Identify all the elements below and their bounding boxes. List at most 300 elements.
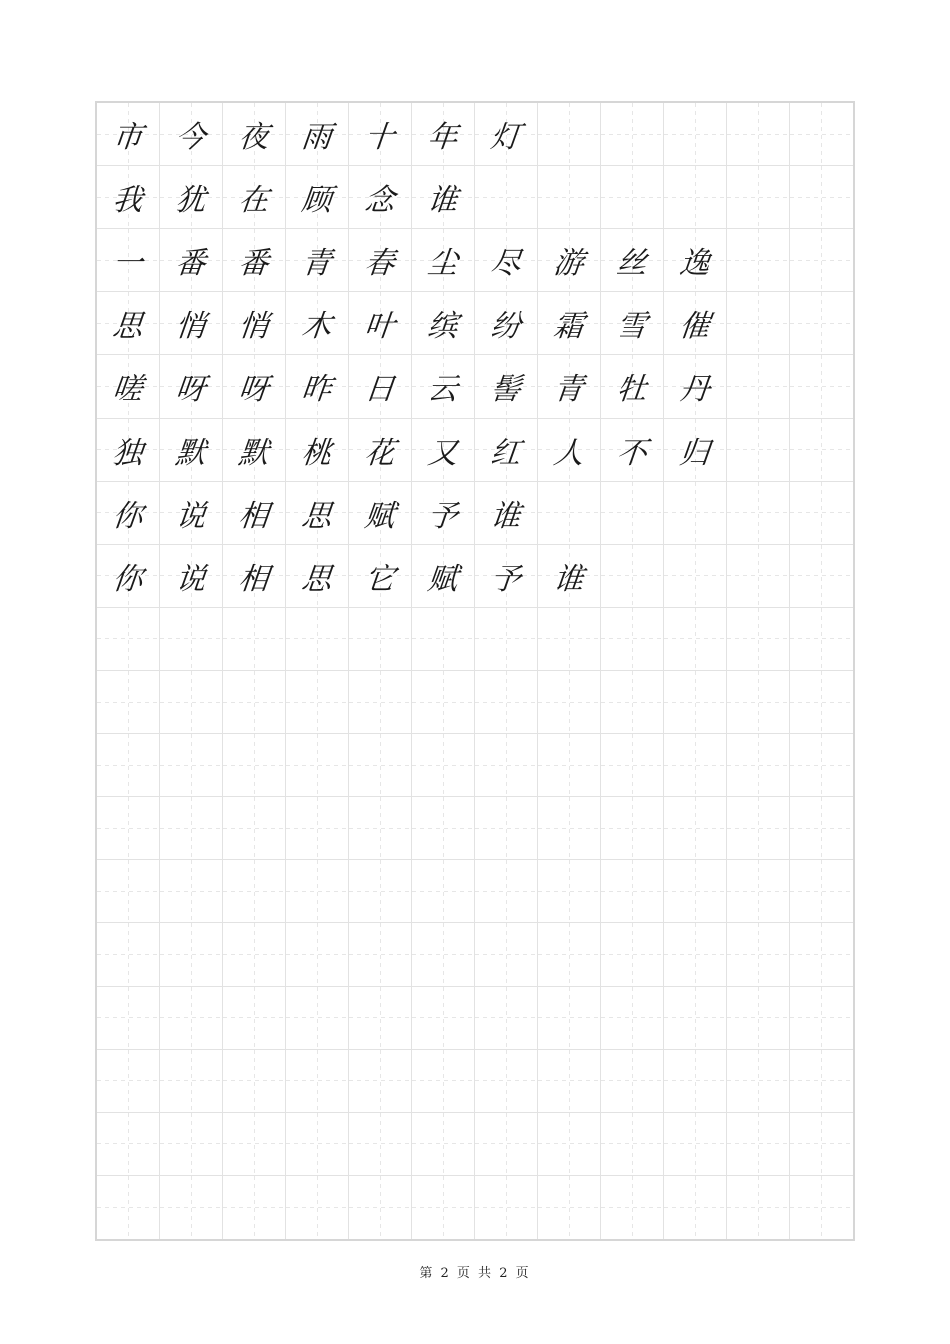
grid-cell [790, 860, 853, 923]
handwritten-character: 催 [677, 309, 712, 345]
grid-cell [97, 482, 160, 545]
grid-cell [727, 419, 790, 482]
grid-cell [664, 923, 727, 986]
handwritten-character: 青 [551, 372, 586, 408]
grid-cell [538, 608, 601, 671]
grid-cell [727, 987, 790, 1050]
grid-cell [223, 608, 286, 671]
grid-cell [538, 103, 601, 166]
grid-cell [727, 734, 790, 797]
handwritten-character: 雪 [614, 309, 649, 345]
grid-cell [160, 671, 223, 734]
grid-row [97, 1176, 853, 1239]
grid-cell [412, 292, 475, 355]
grid-cell [727, 671, 790, 734]
grid-cell [97, 1176, 160, 1239]
handwritten-character [472, 860, 541, 922]
handwritten-character [724, 1050, 793, 1112]
handwritten-character: 思 [299, 561, 334, 597]
grid-cell [601, 860, 664, 923]
handwritten-character: 髻 [488, 372, 523, 408]
grid-row [97, 482, 853, 545]
grid-cell [160, 923, 223, 986]
grid-cell [664, 545, 727, 608]
grid-cell [223, 1050, 286, 1113]
grid-cell [349, 1176, 412, 1239]
handwritten-character [283, 987, 352, 1049]
grid-cell [664, 1176, 727, 1239]
handwritten-character [661, 860, 730, 922]
handwritten-character: 灯 [488, 120, 523, 156]
handwritten-character [787, 860, 857, 922]
grid-row [97, 419, 853, 482]
grid-cell [790, 1050, 853, 1113]
grid-cell [349, 419, 412, 482]
grid-cell [538, 482, 601, 545]
handwritten-character [409, 1176, 478, 1239]
grid-cell [790, 608, 853, 671]
grid-cell [475, 608, 538, 671]
grid-cell [475, 103, 538, 166]
handwritten-character [346, 923, 415, 985]
grid-cell [160, 229, 223, 292]
handwritten-character [787, 1176, 857, 1239]
grid-cell [601, 923, 664, 986]
grid-row [97, 355, 853, 418]
grid-cell [286, 987, 349, 1050]
grid-cell [727, 608, 790, 671]
handwritten-character [598, 608, 667, 670]
grid-cell [286, 671, 349, 734]
grid-cell [664, 103, 727, 166]
grid-cell [412, 734, 475, 797]
grid-cell [601, 1050, 664, 1113]
grid-cell [412, 608, 475, 671]
handwritten-character [283, 923, 352, 985]
practice-sheet [95, 101, 855, 1241]
grid-cell [160, 797, 223, 860]
handwritten-character [661, 103, 730, 165]
handwritten-character [157, 1050, 226, 1112]
handwritten-character [472, 987, 541, 1049]
grid-cell [412, 1176, 475, 1239]
handwritten-character [94, 860, 163, 922]
grid-cell [223, 545, 286, 608]
handwritten-character [157, 860, 226, 922]
handwritten-character: 你 [110, 498, 145, 534]
handwritten-character: 思 [110, 309, 145, 345]
handwritten-character [220, 608, 289, 670]
handwritten-character [283, 608, 352, 670]
grid-cell [412, 1113, 475, 1176]
grid-cell [727, 545, 790, 608]
handwritten-character: 一 [110, 246, 145, 282]
handwritten-character [157, 1113, 226, 1175]
grid-cell [601, 1113, 664, 1176]
grid-cell [223, 671, 286, 734]
grid-cell [412, 923, 475, 986]
handwritten-character [598, 545, 667, 607]
handwritten-character [472, 608, 541, 670]
handwritten-character [283, 1050, 352, 1112]
grid-cell [97, 229, 160, 292]
grid-cell [223, 860, 286, 923]
handwritten-character [472, 923, 541, 985]
grid-cell [664, 671, 727, 734]
handwritten-character: 缤 [425, 309, 460, 345]
grid-cell [601, 292, 664, 355]
handwritten-character: 独 [110, 435, 145, 471]
handwritten-character: 相 [236, 498, 271, 534]
grid-cell [727, 292, 790, 355]
handwritten-character [409, 1113, 478, 1175]
grid-cell [790, 797, 853, 860]
grid-cell [664, 355, 727, 418]
grid-cell [349, 166, 412, 229]
grid-row [97, 292, 853, 355]
handwritten-character [157, 987, 226, 1049]
handwritten-character [787, 671, 857, 733]
handwritten-character: 予 [425, 498, 460, 534]
grid-cell [160, 482, 223, 545]
handwritten-character [724, 608, 793, 670]
grid-cell [412, 671, 475, 734]
grid-row [97, 229, 853, 292]
handwritten-character [787, 545, 857, 607]
grid-cell [286, 608, 349, 671]
handwritten-character: 尘 [425, 246, 460, 282]
grid-cell [664, 797, 727, 860]
handwritten-character [346, 1176, 415, 1239]
handwritten-character [724, 292, 793, 354]
handwritten-character [661, 987, 730, 1049]
handwritten-character [346, 860, 415, 922]
handwritten-character [787, 1113, 857, 1175]
handwritten-character [724, 419, 793, 481]
handwritten-character: 青 [299, 246, 334, 282]
handwritten-character: 说 [173, 498, 208, 534]
handwritten-character: 雨 [299, 120, 334, 156]
grid-cell [475, 1050, 538, 1113]
grid-cell [349, 103, 412, 166]
handwritten-character [283, 1113, 352, 1175]
handwritten-character [94, 1050, 163, 1112]
grid-cell [412, 103, 475, 166]
grid-cell [97, 987, 160, 1050]
grid-cell [790, 419, 853, 482]
handwritten-character: 念 [362, 183, 397, 219]
handwritten-character [157, 923, 226, 985]
grid-cell [223, 419, 286, 482]
grid-cell [601, 103, 664, 166]
handwritten-character: 说 [173, 561, 208, 597]
handwritten-character [94, 608, 163, 670]
handwritten-character [94, 734, 163, 796]
grid-cell [223, 1176, 286, 1239]
grid-cell [286, 1176, 349, 1239]
grid-cell [97, 860, 160, 923]
handwritten-character [598, 103, 667, 165]
handwritten-character [220, 923, 289, 985]
handwritten-character: 赋 [362, 498, 397, 534]
handwritten-character: 不 [614, 435, 649, 471]
grid-cell [97, 1050, 160, 1113]
grid-cell [286, 923, 349, 986]
handwritten-character [346, 797, 415, 859]
grid-cell [349, 482, 412, 545]
handwritten-character [157, 608, 226, 670]
grid-row [97, 860, 853, 923]
handwritten-character [598, 797, 667, 859]
handwritten-character [598, 166, 667, 228]
grid-cell [475, 1113, 538, 1176]
grid-cell [538, 229, 601, 292]
grid-cell [349, 292, 412, 355]
grid-cell [475, 987, 538, 1050]
grid-cell [160, 419, 223, 482]
grid-cell [475, 734, 538, 797]
handwritten-character: 悄 [173, 309, 208, 345]
grid-cell [160, 355, 223, 418]
grid-cell [538, 860, 601, 923]
grid-cell [223, 923, 286, 986]
grid-cell [601, 545, 664, 608]
grid-cell [664, 734, 727, 797]
handwritten-character [787, 482, 857, 544]
handwritten-character: 市 [110, 120, 145, 156]
grid-cell [538, 923, 601, 986]
grid-cell [538, 292, 601, 355]
grid-cell [538, 1176, 601, 1239]
grid-cell [97, 103, 160, 166]
handwritten-character [535, 608, 604, 670]
handwritten-character: 霜 [551, 309, 586, 345]
grid-cell [664, 229, 727, 292]
handwritten-character [409, 671, 478, 733]
grid-cell [412, 987, 475, 1050]
handwritten-character [661, 797, 730, 859]
handwritten-character [661, 482, 730, 544]
grid-cell [97, 355, 160, 418]
grid-cell [349, 860, 412, 923]
handwritten-character: 逸 [677, 246, 712, 282]
handwritten-character [787, 608, 857, 670]
grid-cell [790, 1113, 853, 1176]
handwritten-character [346, 1113, 415, 1175]
handwritten-character [409, 1050, 478, 1112]
grid-cell [223, 292, 286, 355]
grid-cell [349, 608, 412, 671]
grid-cell [601, 419, 664, 482]
handwritten-character: 年 [425, 120, 460, 156]
grid-cell [286, 734, 349, 797]
handwritten-character [409, 923, 478, 985]
handwritten-character [472, 734, 541, 796]
handwritten-character [598, 1113, 667, 1175]
handwritten-character: 顾 [299, 183, 334, 219]
handwritten-character: 嗟 [110, 372, 145, 408]
grid-cell [475, 923, 538, 986]
handwritten-character [535, 860, 604, 922]
grid-cell [664, 608, 727, 671]
handwritten-character: 红 [488, 435, 523, 471]
handwritten-character [787, 166, 857, 228]
grid-cell [664, 860, 727, 923]
handwritten-character [472, 671, 541, 733]
handwritten-character: 悄 [236, 309, 271, 345]
grid-cell [160, 545, 223, 608]
handwritten-character: 人 [551, 435, 586, 471]
grid-cell [538, 419, 601, 482]
handwritten-character [724, 797, 793, 859]
grid-cell [97, 292, 160, 355]
grid-cell [790, 292, 853, 355]
grid-cell [286, 166, 349, 229]
grid-cell [664, 482, 727, 545]
grid-cell [412, 797, 475, 860]
grid-cell [538, 797, 601, 860]
handwritten-character: 相 [236, 561, 271, 597]
handwritten-character: 今 [173, 120, 208, 156]
grid-cell [601, 797, 664, 860]
handwritten-character [661, 734, 730, 796]
handwritten-character [346, 1050, 415, 1112]
handwritten-character [598, 734, 667, 796]
handwritten-character [787, 987, 857, 1049]
handwritten-character [409, 608, 478, 670]
grid-cell [223, 103, 286, 166]
handwritten-character [787, 292, 857, 354]
handwritten-character [787, 734, 857, 796]
grid-cell [412, 166, 475, 229]
handwritten-character [472, 1050, 541, 1112]
handwritten-character [472, 166, 541, 228]
grid-cell [790, 671, 853, 734]
grid-cell [538, 355, 601, 418]
grid-cell [475, 797, 538, 860]
grid-cell [538, 734, 601, 797]
grid-cell [286, 103, 349, 166]
grid-cell [97, 797, 160, 860]
handwritten-character [724, 103, 793, 165]
handwritten-character [598, 671, 667, 733]
grid-cell [475, 482, 538, 545]
grid-cell [727, 860, 790, 923]
grid-cell [349, 229, 412, 292]
handwritten-character: 叶 [362, 309, 397, 345]
grid-cell [475, 860, 538, 923]
grid-cell [601, 671, 664, 734]
handwritten-character: 犹 [173, 183, 208, 219]
handwritten-character: 归 [677, 435, 712, 471]
grid-cell [538, 1050, 601, 1113]
grid-cell [538, 671, 601, 734]
handwritten-character [535, 1176, 604, 1239]
handwritten-character: 木 [299, 309, 334, 345]
grid-cell [790, 482, 853, 545]
grid-cell [601, 608, 664, 671]
handwritten-character: 尽 [488, 246, 523, 282]
grid-cell [790, 229, 853, 292]
grid-cell [349, 1113, 412, 1176]
grid-cell [727, 1050, 790, 1113]
handwritten-character [472, 797, 541, 859]
grid-cell [160, 292, 223, 355]
handwritten-character: 昨 [299, 372, 334, 408]
grid-cell [727, 229, 790, 292]
grid-cell [349, 1050, 412, 1113]
handwritten-character [598, 860, 667, 922]
grid-cell [97, 671, 160, 734]
handwritten-character [283, 860, 352, 922]
grid-row [97, 166, 853, 229]
handwritten-character [724, 166, 793, 228]
grid-cell [538, 166, 601, 229]
grid-cell [223, 166, 286, 229]
handwritten-character: 默 [236, 435, 271, 471]
grid-cell [160, 1113, 223, 1176]
handwritten-character [661, 1176, 730, 1239]
grid-row [97, 923, 853, 986]
grid-cell [601, 355, 664, 418]
grid-cell [412, 482, 475, 545]
handwritten-character [724, 987, 793, 1049]
grid-cell [727, 923, 790, 986]
grid-cell [475, 545, 538, 608]
grid-cell [475, 355, 538, 418]
grid-cell [538, 545, 601, 608]
handwritten-character [724, 1176, 793, 1239]
handwritten-character [346, 608, 415, 670]
handwritten-character [283, 671, 352, 733]
grid-cell [412, 229, 475, 292]
grid-cell [160, 608, 223, 671]
handwritten-character [661, 1113, 730, 1175]
grid-cell [601, 1176, 664, 1239]
grid-cell [790, 166, 853, 229]
grid-cell [349, 355, 412, 418]
handwritten-character [661, 1050, 730, 1112]
grid-cell [790, 1176, 853, 1239]
grid-cell [727, 1113, 790, 1176]
handwritten-character [220, 671, 289, 733]
grid-cell [538, 987, 601, 1050]
handwritten-character [409, 860, 478, 922]
grid-cell [412, 419, 475, 482]
grid-row [97, 608, 853, 671]
handwritten-character [598, 987, 667, 1049]
grid-cell [349, 734, 412, 797]
handwritten-character: 赋 [425, 561, 460, 597]
grid-cell [160, 1050, 223, 1113]
handwritten-character [157, 734, 226, 796]
handwritten-character: 纷 [488, 309, 523, 345]
handwritten-character: 呀 [173, 372, 208, 408]
handwritten-character: 桃 [299, 435, 334, 471]
handwritten-character [409, 734, 478, 796]
handwritten-character [724, 355, 793, 417]
handwritten-character [535, 987, 604, 1049]
handwritten-character [94, 797, 163, 859]
grid-cell [664, 166, 727, 229]
grid-cell [412, 1050, 475, 1113]
handwritten-character: 默 [173, 435, 208, 471]
handwritten-character [535, 482, 604, 544]
handwritten-character: 它 [362, 561, 397, 597]
grid-row [97, 671, 853, 734]
handwritten-character [535, 671, 604, 733]
grid-cell [97, 923, 160, 986]
